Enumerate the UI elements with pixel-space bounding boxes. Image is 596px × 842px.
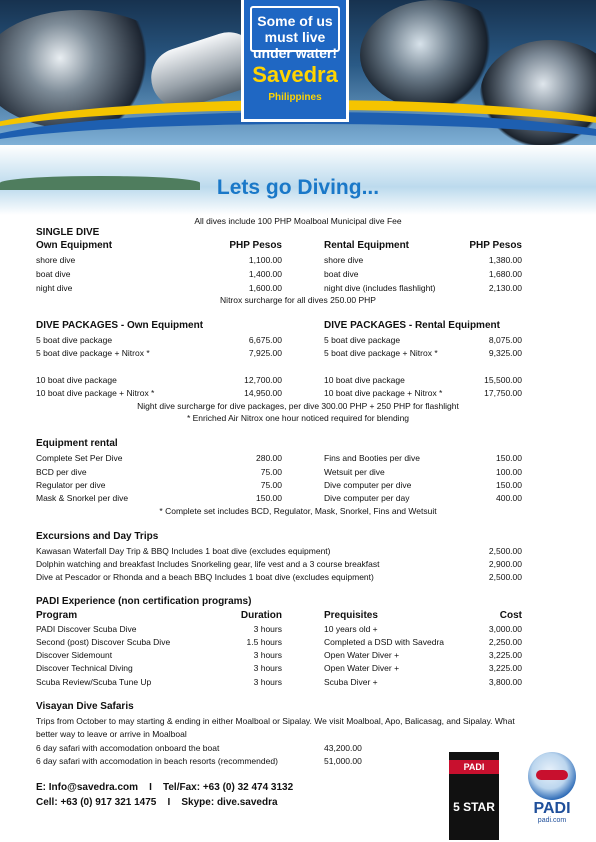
program-duration: 1.5 hours: [246, 637, 282, 647]
price-label: 10 boat dive package + Nitrox *: [36, 388, 155, 398]
padi-url-text: padi.com: [537, 817, 567, 824]
padi-logo-text: PADI: [533, 800, 571, 817]
price-label: Complete Set Per Dive: [36, 453, 123, 463]
price-value: 150.00: [256, 493, 282, 503]
program-name: Scuba Review/Scuba Tune Up: [36, 677, 152, 687]
logo-country: Philippines: [268, 92, 322, 103]
program-name: Second (post) Discover Scuba Dive: [36, 637, 171, 647]
price-label: 6 day safari with accomodation onboard the boat: [36, 743, 220, 753]
price-value: 400.00: [496, 493, 522, 503]
price-label: 5 boat dive package: [36, 335, 113, 345]
diver-icon: [536, 770, 568, 780]
price-label: Fins and Booties per dive: [324, 453, 420, 463]
price-label: Mask & Snorkel per dive: [36, 493, 129, 503]
price-value: 8,075.00: [488, 335, 522, 345]
price-value: 1,100.00: [248, 255, 282, 265]
padi-globe-icon: [528, 752, 576, 800]
note-text: * Enriched Air Nitrox one hour noticed required for blending: [186, 413, 410, 423]
price-value: 12,700.00: [244, 375, 282, 385]
column-heading: PHP Pesos: [469, 240, 522, 251]
section-heading: Excursions and Day Trips: [36, 531, 159, 542]
price-label: shore dive: [36, 255, 76, 265]
price-label: 5 boat dive package: [324, 335, 401, 345]
note-text: Nitrox surcharge for all dives 250.00 PHP: [220, 295, 376, 305]
note-text: Night dive surcharge for dive packages, per dive 300.00 PHP + 250 PHP for flashlight: [137, 401, 459, 411]
price-value: 6,675.00: [248, 335, 282, 345]
price-label: 10 boat dive package: [324, 375, 405, 385]
program-prereq: Scuba Diver +: [324, 677, 378, 687]
program-duration: 3 hours: [253, 624, 282, 634]
price-label: shore dive: [324, 255, 364, 265]
column-heading: Program: [36, 610, 78, 621]
price-value: 43,200.00: [324, 743, 362, 753]
price-value: 7,925.00: [248, 348, 282, 358]
program-duration: 3 hours: [253, 650, 282, 660]
column-heading: Prequisites: [324, 610, 378, 621]
program-cost: 2,250.00: [488, 637, 522, 647]
contact-line: E: Info@savedra.com I Tel/Fax: +63 (0) 32 474 3132: [36, 782, 294, 793]
program-cost: 3,000.00: [488, 624, 522, 634]
price-value: 1,400.00: [248, 269, 282, 279]
program-prereq: 10 years old +: [324, 624, 378, 634]
contact-line: Cell: +63 (0) 917 321 1475 I Skype: dive.savedra: [36, 797, 278, 808]
program-duration: 3 hours: [253, 663, 282, 673]
program-prereq: Completed a DSD with Savedra: [324, 637, 445, 647]
fee-note: All dives include 100 PHP Moalboal Municipal dive Fee: [194, 216, 402, 226]
price-value: 150.00: [496, 480, 522, 490]
program-name: PADI Discover Scuba Dive: [36, 624, 137, 634]
price-label: Wetsuit per dive: [324, 467, 385, 477]
price-label: 6 day safari with accomodation in beach resorts (recommended): [36, 756, 278, 766]
price-value: 9,325.00: [488, 348, 522, 358]
program-prereq: Open Water Diver +: [324, 650, 400, 660]
price-value: 17,750.00: [484, 388, 522, 398]
price-label: Kawasan Waterfall Day Trip & BBQ Includes 1 boat dive (excludes equipment): [36, 546, 331, 556]
price-label: night dive (includes flashlight): [324, 283, 436, 293]
note-text: * Complete set includes BCD, Regulator, Mask, Snorkel, Fins and Wetsuit: [159, 506, 437, 516]
program-cost: 3,800.00: [488, 677, 522, 687]
column-heading: Cost: [499, 610, 522, 621]
price-value: 15,500.00: [484, 375, 522, 385]
price-value: 2,500.00: [488, 546, 522, 556]
price-label: 5 boat dive package + Nitrox *: [36, 348, 150, 358]
column-heading: PHP Pesos: [229, 240, 282, 251]
safari-description: better way to leave or arrive in Moalboal: [36, 729, 187, 739]
section-heading: SINGLE DIVE: [36, 227, 100, 238]
price-value: 2,500.00: [488, 572, 522, 582]
badge-star-text: 5 STAR: [453, 800, 495, 814]
price-value: 280.00: [256, 453, 282, 463]
price-value: 51,000.00: [324, 756, 362, 766]
price-value: 1,380.00: [488, 255, 522, 265]
section-heading: DIVE PACKAGES - Rental Equipment: [324, 320, 500, 331]
price-label: Dive at Pescador or Rhonda and a beach BBQ Includes 1 boat dive (excludes equipment): [36, 572, 374, 582]
price-value: 2,900.00: [488, 559, 522, 569]
price-value: 75.00: [260, 467, 282, 477]
padi-5star-badge: [449, 752, 499, 840]
price-label: 10 boat dive package: [36, 375, 117, 385]
price-label: Dive computer per dive: [324, 480, 412, 490]
section-heading: DIVE PACKAGES - Own Equipment: [36, 320, 204, 331]
program-name: Discover Sidemount: [36, 650, 113, 660]
column-heading: Rental Equipment: [324, 240, 410, 251]
price-value: 2,130.00: [488, 283, 522, 293]
price-label: 10 boat dive package + Nitrox *: [324, 388, 443, 398]
price-value: 1,600.00: [248, 283, 282, 293]
program-duration: 3 hours: [253, 677, 282, 687]
price-label: Dive computer per day: [324, 493, 410, 503]
price-value: 75.00: [260, 480, 282, 490]
logo-tagline: Some of us must live under water!: [250, 6, 340, 52]
program-cost: 3,225.00: [488, 650, 522, 660]
page-title: Lets go Diving...: [216, 176, 380, 199]
price-value: 1,680.00: [488, 269, 522, 279]
column-heading: Duration: [240, 610, 282, 621]
column-heading: Own Equipment: [36, 240, 113, 251]
logo-brand: Savedra: [252, 62, 338, 87]
price-label: Regulator per dive: [36, 480, 106, 490]
price-label: boat dive: [324, 269, 359, 279]
price-label: 5 boat dive package + Nitrox *: [324, 348, 438, 358]
price-value: 150.00: [496, 453, 522, 463]
section-heading: Equipment rental: [36, 438, 118, 449]
price-value: 14,950.00: [244, 388, 282, 398]
program-name: Discover Technical Diving: [36, 663, 133, 673]
program-cost: 3,225.00: [488, 663, 522, 673]
price-value: 100.00: [496, 467, 522, 477]
program-prereq: Open Water Diver +: [324, 663, 400, 673]
section-heading: Visayan Dive Safaris: [36, 701, 134, 712]
price-label: Dolphin watching and breakfast Includes Snorkeling gear, life vest and a 3 course breakfast: [36, 559, 380, 569]
price-label: BCD per dive: [36, 467, 87, 477]
section-heading: PADI Experience (non certification programs): [36, 596, 252, 607]
badge-padi-text: PADI: [449, 760, 499, 774]
safari-description: Trips from October to may starting & ending in either Moalboal or Sipalay. We visit Moalboal, Apo, Balicasag, and Sipalay. What: [36, 716, 515, 726]
price-label: night dive: [36, 283, 73, 293]
price-label: boat dive: [36, 269, 71, 279]
savedra-logo: [241, 0, 349, 122]
